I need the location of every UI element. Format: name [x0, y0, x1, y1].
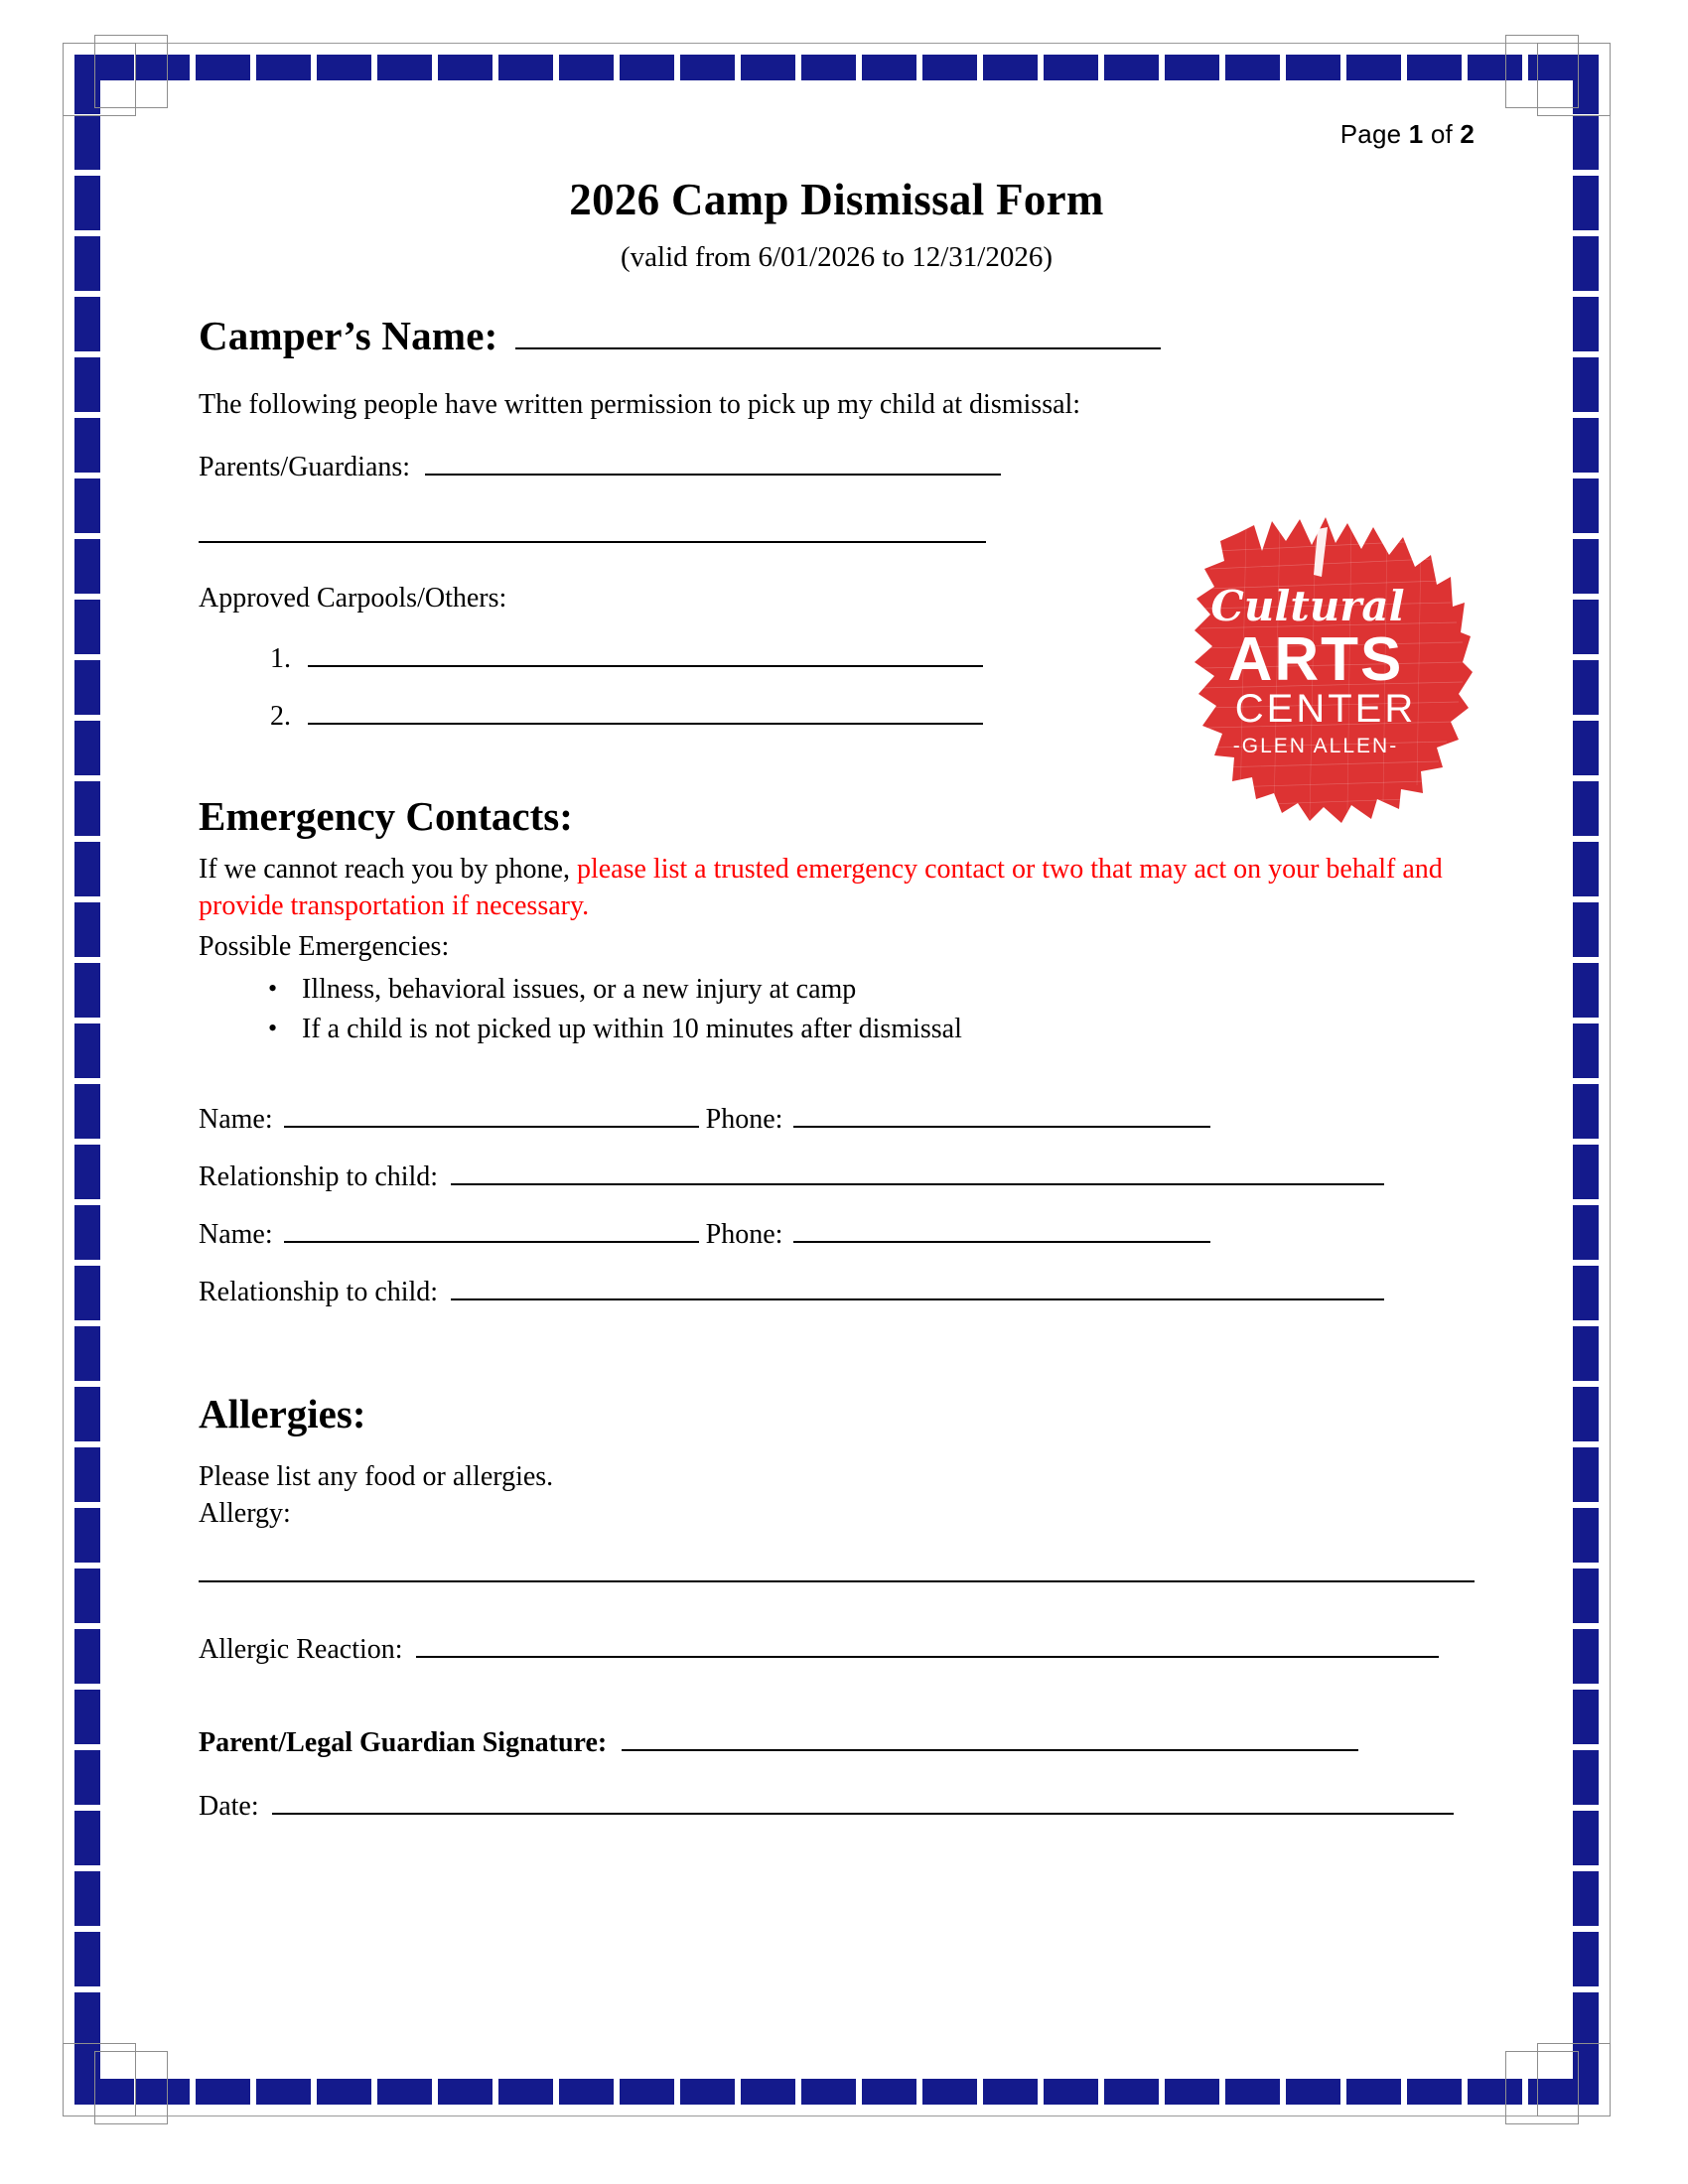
allergic-reaction-input[interactable]: [416, 1656, 1439, 1658]
border-corner-top-left: [74, 55, 100, 114]
page-indicator: [1340, 119, 1475, 150]
border-band-left: [74, 55, 100, 2105]
emergency-intro-red: please list a trusted emergency contact or two that may act on your behalf and provide transportation if necessary.: [199, 853, 1443, 921]
contact-1-relationship-input[interactable]: [451, 1183, 1384, 1185]
contact-2-phone-input[interactable]: [793, 1241, 1210, 1243]
allergic-reaction-row: [199, 1634, 1475, 1666]
parents-guardians-label: Parents/Guardians:: [199, 451, 411, 482]
date-row: [199, 1791, 1475, 1823]
signature-row: [199, 1727, 1475, 1759]
parents-guardians-row: [199, 452, 1475, 483]
border-corner-top-right: [1573, 55, 1599, 114]
pickup-intro-text: The following people have written permission to pick up my child at dismissal:: [199, 389, 1081, 420]
parents-guardians-input-2[interactable]: [199, 541, 986, 543]
corner-motif-top-left: [94, 35, 168, 108]
border-band-bottom: [74, 2079, 1599, 2105]
border-trace-top: [63, 43, 1611, 44]
border-corner-top-right: [1539, 55, 1599, 80]
emergency-contact-1-relationship-row: [199, 1161, 1475, 1193]
allergy-input[interactable]: [199, 1580, 1475, 1582]
camper-name-input[interactable]: [515, 347, 1161, 349]
carpool-item-1: [199, 643, 1475, 675]
emergency-intro-paragraph: [199, 852, 1475, 925]
page-number-total: 2: [1460, 119, 1475, 149]
border-corner-bottom-left: [74, 2045, 100, 2105]
emergency-contact-2-relationship-row: [199, 1277, 1475, 1308]
contact-1-phone-input[interactable]: [793, 1126, 1210, 1128]
camper-name-row: [199, 312, 1475, 359]
parents-guardians-input-1[interactable]: [425, 474, 1001, 476]
approved-carpools-list: [199, 643, 1475, 733]
contact-1-phone-label: Phone:: [705, 1103, 783, 1135]
contact-1-name-input[interactable]: [284, 1126, 699, 1128]
emergency-bullet-2: • If a child is not picked up within 10 minutes after dismissal: [302, 1010, 1475, 1050]
corner-motif-bottom-left: [63, 2043, 136, 2116]
allergies-instruction: Please list any food or allergies.: [199, 1460, 554, 1492]
border-corner-top-left: [74, 55, 134, 80]
parents-guardians-row-2: [199, 519, 1475, 551]
document-body: [199, 119, 1475, 1823]
contact-2-name-label: Name:: [199, 1218, 273, 1250]
logo-sub-text: CENTER: [1234, 687, 1417, 731]
emergency-contact-2-name-row: [199, 1219, 1475, 1251]
allergy-input-row: [199, 1559, 1475, 1590]
date-label: Date:: [199, 1790, 259, 1822]
border-corner-bottom-right: [1539, 2079, 1599, 2105]
logo-main-text: ARTS: [1227, 625, 1404, 694]
carpool-input-2[interactable]: [308, 723, 983, 725]
border-band-right: [1573, 55, 1599, 2105]
date-input[interactable]: [272, 1813, 1454, 1815]
contact-2-relationship-input[interactable]: [451, 1298, 1384, 1300]
page-indicator-prefix: Page: [1339, 119, 1409, 149]
logo-location-text: -GLEN ALLEN-: [1232, 735, 1399, 757]
border-corner-bottom-right: [1573, 2045, 1599, 2105]
corner-motif-top-right: [1505, 35, 1579, 108]
signature-label: Parent/Legal Guardian Signature:: [199, 1726, 608, 1758]
contact-1-name-label: Name:: [199, 1103, 273, 1135]
contact-2-phone-label: Phone:: [705, 1218, 783, 1250]
emergency-contact-1-name-row: [199, 1104, 1475, 1136]
possible-emergencies-label: Possible Emergencies:: [199, 930, 450, 962]
allergy-label: Allergy:: [199, 1497, 291, 1529]
allergies-heading: Allergies:: [199, 1390, 366, 1436]
signature-input[interactable]: [622, 1749, 1358, 1751]
page-title: 2026 Camp Dismissal Form: [569, 175, 1104, 224]
corner-motif-bottom-left: [94, 2051, 168, 2124]
emergency-contacts-heading: Emergency Contacts:: [199, 792, 573, 839]
emergency-intro-black: If we cannot reach you by phone,: [199, 853, 577, 885]
carpool-input-1[interactable]: [308, 665, 983, 667]
logo-script-text: Cultural: [1210, 582, 1405, 630]
document-validity-subtitle: (valid from 6/01/2026 to 12/31/2026): [621, 241, 1053, 273]
carpool-item-2: [199, 701, 1475, 733]
corner-motif-bottom-right: [1537, 2043, 1611, 2116]
corner-motif-top-left: [63, 43, 136, 116]
approved-carpools-label: Approved Carpools/Others:: [199, 582, 507, 614]
camper-name-label: Camper’s Name:: [199, 313, 498, 358]
possible-emergencies-list: [199, 970, 1475, 1050]
contact-1-relationship-label: Relationship to child:: [199, 1160, 439, 1192]
contact-2-name-input[interactable]: [284, 1241, 699, 1243]
page-indicator-middle: of: [1423, 119, 1461, 149]
page-number-current: 1: [1408, 119, 1424, 149]
emergency-bullet-1: • Illness, behavioral issues, or a new injury at camp: [302, 970, 1475, 1011]
border-band-top: [74, 55, 1599, 80]
allergic-reaction-label: Allergic Reaction:: [199, 1633, 403, 1665]
border-trace-right: [1610, 43, 1611, 2116]
corner-motif-top-right: [1537, 43, 1611, 116]
contact-2-relationship-label: Relationship to child:: [199, 1276, 439, 1307]
border-trace-left: [63, 43, 64, 2116]
border-corner-bottom-left: [74, 2079, 134, 2105]
corner-motif-bottom-right: [1505, 2051, 1579, 2124]
